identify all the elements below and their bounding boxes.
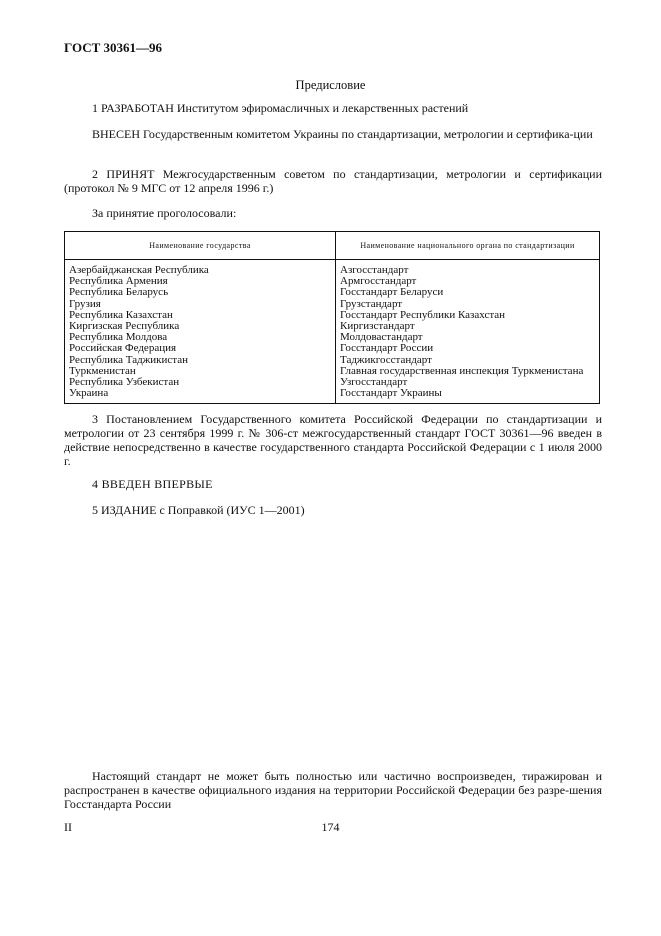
standards-body-name: Главная государственная инспекция Туркменистана [340,364,584,377]
state-name: Республика Армения [69,275,168,288]
paragraph-first-introduced: 4 ВВЕДЕН ВПЕРВЫЕ [92,477,213,491]
standards-body-name: Азгосстандарт [340,264,409,276]
bodies-cell [336,260,600,404]
voting-table [64,231,600,404]
paragraph-developed: 1 РАЗРАБОТАН Институтом эфиромасличных и лекарственных растений [92,101,469,115]
standards-body-name: Армгосстандарт [340,275,417,288]
state-name: Республика Казахстан [69,308,173,321]
standards-body-name: Госстандарт Республики Казахстан [340,308,506,321]
state-name: Грузия [69,297,101,310]
standards-body-name: Госстандарт Украины [340,387,442,400]
state-name: Республика Узбекистан [69,376,180,389]
page-number: 174 [321,820,340,834]
standards-body-name: Грузстандарт [340,297,403,310]
state-name: Украина [69,387,109,400]
page-header: ГОСТ 30361—96 [64,40,163,55]
state-name: Киргизская Республика [69,320,180,333]
paragraph-adopted: 2 ПРИНЯТ Межгосударственным советом по стандартизации, метрологии и сертификации (протокол № 9 МГС от 12 апреля 1996 г.) [64,167,602,195]
states-cell [65,260,336,404]
column-header-state: Наименование государства [65,232,336,260]
page-roman-numeral: II [64,820,72,834]
standards-body-name: Киргизстандарт [340,320,415,333]
standards-body-name: Таджикгосстандарт [340,353,432,366]
table-header-row [65,232,600,260]
standards-body-name: Узгосстандарт [340,376,408,389]
paragraph-voted: За принятие проголосовали: [92,206,237,220]
section-title: Предисловие [295,78,366,92]
table-row [65,260,600,404]
state-name: Республика Таджикистан [69,353,188,366]
state-name: Азербайджанская Республика [69,264,209,276]
standards-body-name: Госстандарт России [340,342,434,355]
copyright-notice: Настоящий стандарт не может быть полностью или частично воспроизведен, тиражирован и распространен в качестве официального издания на территории Российской Федерации без разре-шения Госстандарта России [64,769,602,811]
paragraph-resolution: 3 Постановлением Государственного комитета Российской Федерации по стандартизации и метрологии от 23 сентября 1999 г. № 306-ст межгосударственный стандарт ГОСТ 30361—96 введен в действие непосредственно в качестве государственного стандарта Российской Федерации с 1 июля 2000 г. [64,412,602,468]
standards-body-name: Молдовастандарт [340,331,423,344]
column-header-body: Наименование национального органа по стандартизации [336,232,600,260]
state-name: Российская Федерация [69,342,177,355]
paragraph-edition: 5 ИЗДАНИЕ с Поправкой (ИУС 1—2001) [92,503,305,517]
state-name: Туркменистан [69,364,136,377]
standards-body-name: Госстандарт Беларуси [340,286,444,299]
state-name: Республика Беларусь [69,286,169,299]
paragraph-introduced: ВНЕСЕН Государственным комитетом Украины по стандартизации, метрологии и сертифика-ции [92,127,593,141]
state-name: Республика Молдова [69,331,168,344]
